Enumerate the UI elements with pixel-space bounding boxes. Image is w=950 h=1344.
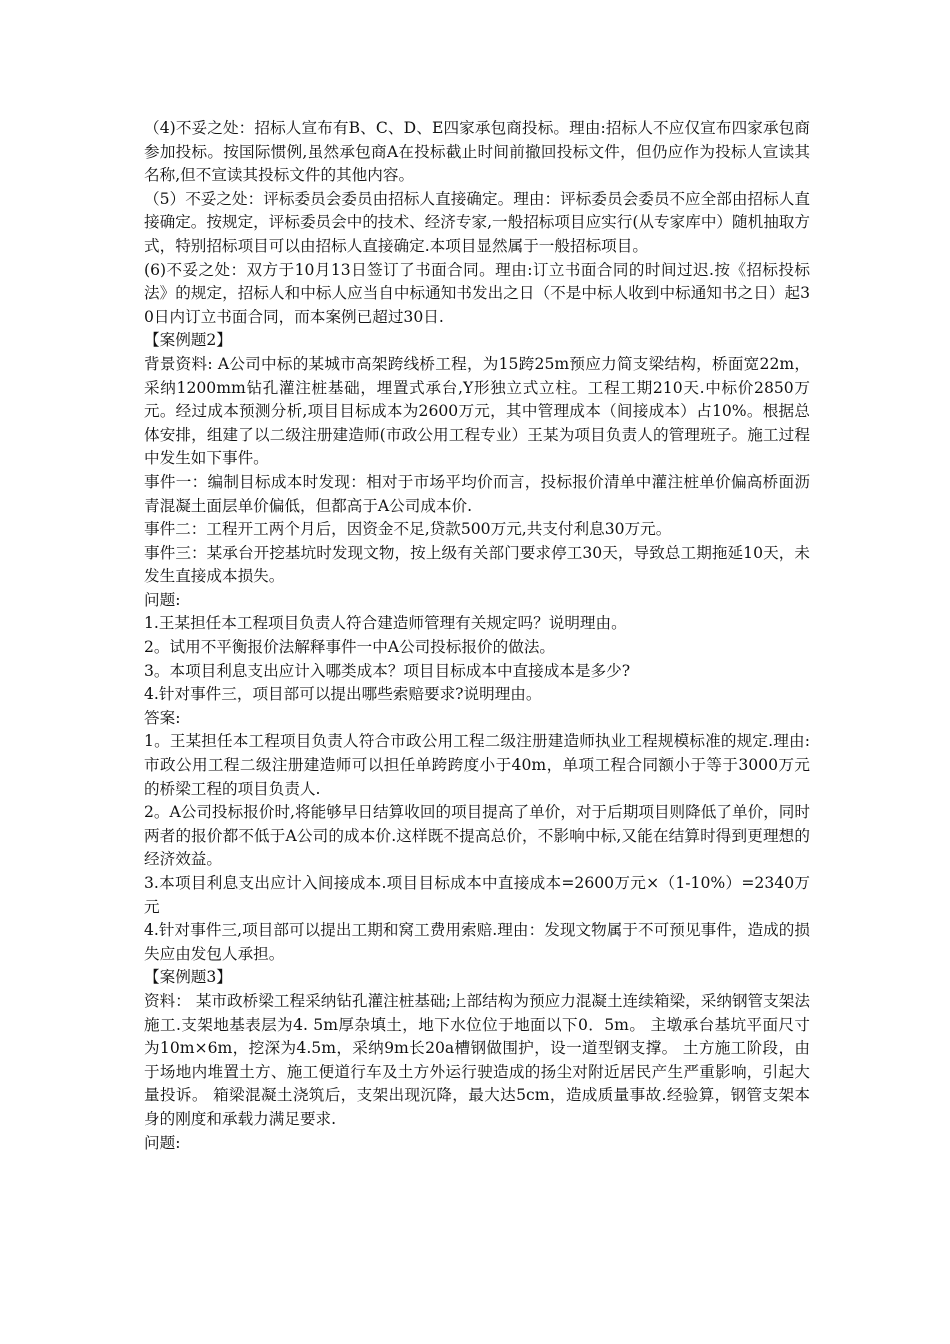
case-2-question-4: 4.针对事件三，项目部可以提出哪些索赔要求?说明理由。 bbox=[144, 685, 542, 704]
case-2-event-2: 事件二：工程开工两个月后，因资金不足,贷款500万元,共支付利息30万元。 bbox=[144, 520, 672, 539]
case-2-answer-3: 3.本项目利息支出应计入间接成本.项目目标成本中直接成本=2600万元×（1-10%）=2340万元 bbox=[144, 874, 810, 916]
case-2-answers-label: 答案: bbox=[144, 708, 181, 727]
case-3-heading: 【案例题3】 bbox=[144, 968, 232, 987]
document-body bbox=[144, 117, 810, 1155]
case-2-heading: 【案例题2】 bbox=[144, 331, 232, 350]
case-2-event-3: 事件三：某承台开挖基坑时发现文物，按上级有关部门要求停工30天，导致总工期拖延10天，未发生直接成本损失。 bbox=[144, 543, 810, 586]
case-2-question-1: 1.王某担任本工程项目负责人符合建造师管理有关规定吗？说明理由。 bbox=[144, 614, 627, 633]
case-2-question-3: 3。本项目利息支出应计入哪类成本？项目目标成本中直接成本是多少? bbox=[144, 661, 631, 680]
case-2-background: 背景资料: A公司中标的某城市高架跨线桥工程，为15跨25m预应力简支梁结构，桥面宽22m，采纳1200mm钻孔灌注桩基础，埋置式承台,Y形独立式立柱。工程工期210天.中标价2850万元。经过成本预测分析,项目目标成本为2600万元，其中管理成本（间接成本）占10%。根据总体安排，组建了以二级注册建造师(市政公用工程专业）王某为项目负责人的管理班子。施工过程中发生如下事件。 bbox=[144, 354, 810, 468]
case-2-answer-2: 2。A公司投标报价时,将能够早日结算收回的项目提高了单价，对于后期项目则降低了单价，同时两者的报价都不低于A公司的成本价.这样既不提高总价，不影响中标,又能在结算时得到更理想的经济效益。 bbox=[144, 803, 810, 869]
paragraph-answer-5: （5）不妥之处：评标委员会委员由招标人直接确定。理由：评标委员会委员不应全部由招标人直接确定。按规定，评标委员会中的技术、经济专家,一般招标项目应实行(从专家库中）随机抽取方式，特别招标项目可以由招标人直接确定.本项目显然属于一般招标项目。 bbox=[144, 189, 810, 255]
paragraph-answer-4: （4)不妥之处：招标人宣布有B、C、D、E四家承包商投标。理由:招标人不应仅宣布四家承包商参加投标。按国际惯例,虽然承包商A在投标截止时间前撤回投标文件，但仍应作为投标人宣读其名称,但不宣读其投标文件的其他内容。 bbox=[144, 119, 810, 185]
case-2-event-1: 事件一：编制目标成本时发现：相对于市场平均价而言，投标报价清单中灌注桩单价偏高桥面沥青混凝土面层单价偏低，但都高于A公司成本价. bbox=[144, 472, 810, 515]
case-2-question-2: 2。试用不平衡报价法解释事件一中A公司投标报价的做法。 bbox=[144, 638, 556, 657]
case-2-answer-1: 1。王某担任本工程项目负责人符合市政公用工程二级注册建造师执业工程规模标准的规定.理由:市政公用工程二级注册建造师可以担任单跨跨度小于40m，单项工程合同额小于等于3000万元的桥梁工程的项目负责人. bbox=[144, 732, 810, 798]
paragraph-answer-6: (6)不妥之处：双方于10月13日签订了书面合同。理由:订立书面合同的时间过迟.按《招标投标法》的规定，招标人和中标人应当自中标通知书发出之日（不是中标人收到中标通知书之日）起30日内订立书面合同，而本案例已超过30日. bbox=[144, 260, 810, 326]
case-3-questions-label: 问题: bbox=[144, 1133, 181, 1152]
case-3-background: 资料： 某市政桥梁工程采纳钻孔灌注桩基础;上部结构为预应力混凝土连续箱梁，采纳钢管支架法施工.支架地基表层为4. 5m厚杂填土，地下水位位于地面以下0．5m。 主墩承台基坑平面尺寸为10m×6m，挖深为4.5m，采纳9m长20a槽钢做围护，设一道型钢支撑。 土方施工阶段，由于场地内堆置土方、施工便道行车及土方外运行驶造成的扬尘对附近居民产生严重影响，引起大量投诉。 箱梁混凝土浇筑后，支架出现沉降，最大达5cm，造成质量事故.经验算，钢管支架本身的刚度和承载力满足要求. bbox=[144, 991, 810, 1128]
case-2-questions-label: 问题: bbox=[144, 590, 181, 609]
case-2-answer-4: 4.针对事件三,项目部可以提出工期和窝工费用索赔.理由：发现文物属于不可预见事件，造成的损失应由发包人承担。 bbox=[144, 921, 810, 963]
